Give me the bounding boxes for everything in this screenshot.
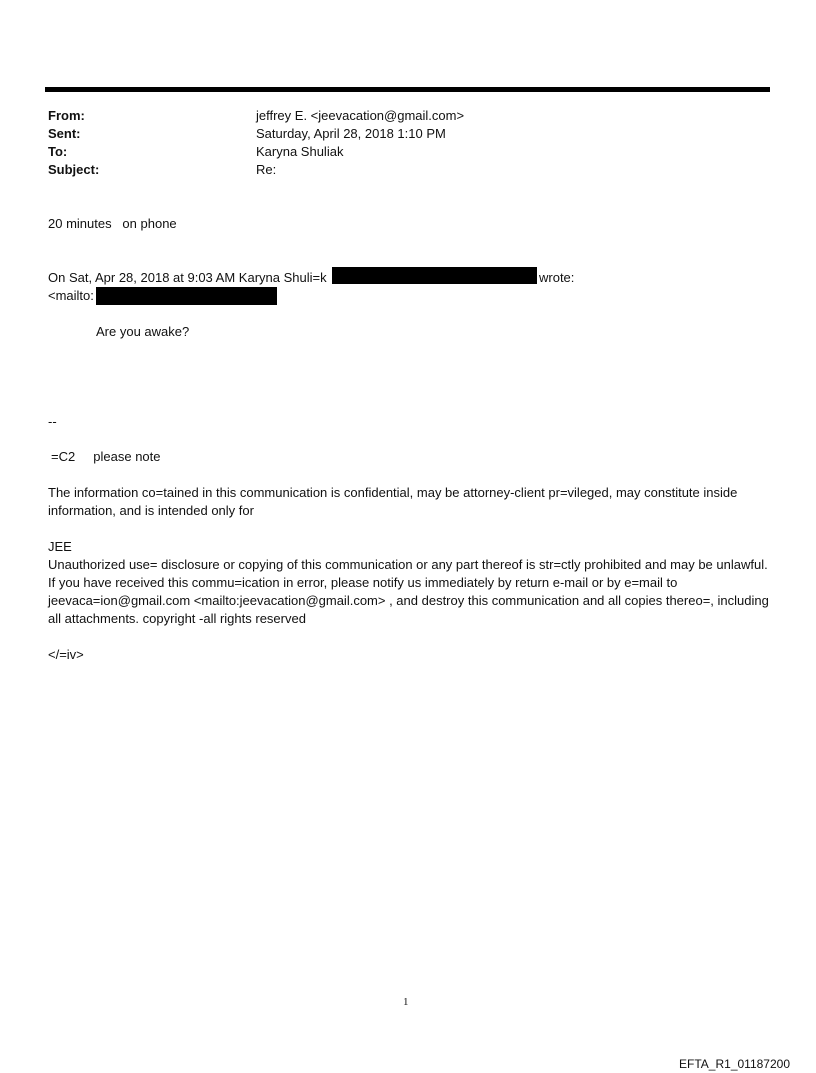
quote-intro: On Sat, Apr 28, 2018 at 9:03 AM Karyna Shuli=k xyxy=(48,270,327,285)
redaction-box xyxy=(96,287,277,305)
mailto-prefix: <mailto: xyxy=(48,288,94,303)
confidentiality-notice: The information co=tained in this communication is confidential, may be attorney-client pr=vileged, may constitute inside information, and is intended only for xyxy=(48,485,738,518)
header-rule xyxy=(45,87,770,92)
sent-value: Saturday, April 28, 2018 1:10 PM xyxy=(256,126,446,141)
quoted-text: Are you awake? xyxy=(96,324,190,339)
from-label: From: xyxy=(48,108,85,123)
jee-label: JEE xyxy=(48,539,72,554)
bates-number: EFTA_R1_01187200 xyxy=(679,1057,790,1071)
quote-intro-end: wrote: xyxy=(539,270,575,285)
from-value: jeffrey E. <jeevacation@gmail.com> xyxy=(256,108,465,123)
subject-label: Subject: xyxy=(48,162,100,177)
page-number: 1 xyxy=(403,996,409,1008)
closing-tag: </=iv> xyxy=(48,647,84,662)
signature-separator: -- xyxy=(48,414,57,429)
to-value: Karyna Shuliak xyxy=(256,144,344,159)
unauthorized-use-notice: Unauthorized use= disclosure or copying of this communication or any part thereof is str=ctly prohibited and may be unlawful. If you have received this commu=ication in error, please notify us immediately by return e-mail or by e=mail to jeevaca=ion@gmail.com <mailto:jeevacation@gmail.com> , and destroy this communication and all copies thereo=, including all attachments. copyright -all rights reserved xyxy=(48,557,769,626)
redaction-box xyxy=(332,267,537,284)
to-label: To: xyxy=(48,144,68,159)
sent-label: Sent: xyxy=(48,126,81,141)
signature-line: =C2 please note xyxy=(51,449,161,464)
reply-text: 20 minutes on phone xyxy=(48,216,177,231)
subject-value: Re: xyxy=(256,162,277,177)
